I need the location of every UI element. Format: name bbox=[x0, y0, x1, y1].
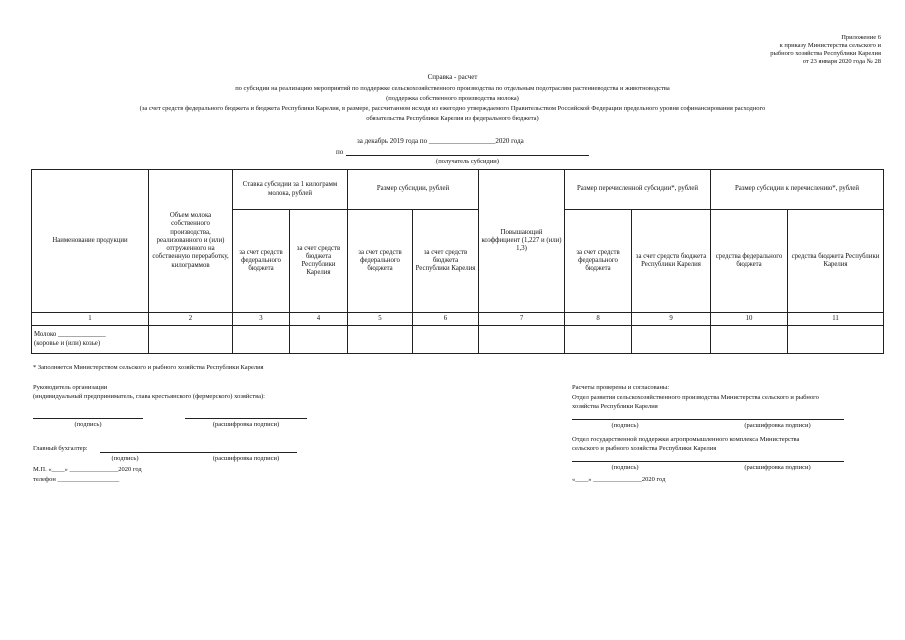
appendix-line: от 23 января 2020 года № 28 bbox=[802, 58, 881, 65]
signature-line bbox=[572, 461, 844, 462]
decode-caption: (расшифровка подписи) bbox=[212, 421, 280, 428]
row-label-line: (коровье и (или) козье) bbox=[34, 339, 101, 347]
signature-line bbox=[572, 419, 844, 420]
group-rate-header: Ставка субсидии за 1 килограмм молока, рублей bbox=[233, 170, 348, 210]
table-cell bbox=[413, 326, 479, 354]
col-coef-header: Повышающий коэффициент (1,227 и (или) 1,3) bbox=[479, 170, 565, 313]
decode-caption: (расшифровка подписи) bbox=[744, 464, 811, 471]
document-title: Справка - расчет bbox=[427, 73, 478, 81]
appendix-line: к приказу Министерства сельского и bbox=[779, 42, 881, 49]
signature-line bbox=[185, 418, 307, 419]
table-cell bbox=[290, 326, 348, 354]
sub-rk-header: за счет средств бюджета Республики Карелия bbox=[632, 210, 711, 313]
period-text: за декабрь 2019 года по ___________________2020 года bbox=[357, 137, 524, 145]
sign-caption: (подпись) bbox=[111, 455, 139, 462]
decode-caption: (расшифровка подписи) bbox=[212, 455, 280, 462]
table-row bbox=[32, 326, 884, 354]
header-line: (за счет средств федерального бюджета и бюджета Республики Карелия, в размере, рассчитанном исходя из ежегодно утверждаемого Правительством Российской Федерации предельного уровня софинансирования расходного bbox=[139, 105, 766, 112]
table-cell bbox=[711, 326, 788, 354]
header-line: (поддержка собственного производства молока) bbox=[386, 95, 519, 102]
right-date: «____» _______________2020 год bbox=[572, 476, 666, 483]
col-number: 11 bbox=[788, 313, 884, 326]
appendix-line: рыбного хозяйства Республики Карелия bbox=[770, 50, 881, 57]
decode-caption: (расшифровка подписи) bbox=[744, 422, 811, 429]
right-dept1: Отдел развития сельскохозяйственного производства Министерства сельского и рыбного bbox=[572, 394, 819, 401]
table-cell bbox=[565, 326, 632, 354]
col-number: 7 bbox=[479, 313, 565, 326]
table-cell bbox=[233, 326, 290, 354]
subsidy-table bbox=[31, 169, 884, 354]
right-dept2: Отдел государственной поддержки агропромышленного комплекса Министерства bbox=[572, 436, 800, 443]
sub-rk-header: за счет средств бюджета Республики Карелия bbox=[413, 210, 479, 313]
sub-fed-header: за счет средств федерального бюджета bbox=[233, 210, 290, 313]
recipient-line bbox=[346, 155, 589, 156]
header-line: обязательства Республики Карелия из федерального бюджета) bbox=[366, 115, 539, 122]
sign-caption: (подпись) bbox=[611, 422, 639, 429]
col-number: 5 bbox=[348, 313, 413, 326]
sign-caption: (подпись) bbox=[611, 464, 639, 471]
row-label-line: Молоко ______________ bbox=[34, 331, 106, 339]
col-number: 9 bbox=[632, 313, 711, 326]
sub-fed-header: за счет средств федерального бюджета bbox=[348, 210, 413, 313]
col-number: 2 bbox=[149, 313, 233, 326]
footnote: * Заполняется Министерством сельского и рыбного хозяйства Республики Карелия bbox=[33, 364, 264, 371]
table-cell bbox=[348, 326, 413, 354]
phone: телефон ___________________ bbox=[33, 476, 120, 483]
header-line: по субсидии на реализацию мероприятий по поддержке сельскохозяйственного производства по отдельным подотраслям растениеводства и животноводства bbox=[235, 85, 670, 92]
sign-caption: (подпись) bbox=[74, 421, 102, 428]
col-number: 4 bbox=[290, 313, 348, 326]
table-cell bbox=[632, 326, 711, 354]
col-number: 10 bbox=[711, 313, 788, 326]
signature-line bbox=[100, 452, 297, 453]
group-size-header: Размер субсидии, рублей bbox=[348, 170, 479, 210]
right-checked: Расчеты проверены и согласованы: bbox=[572, 384, 670, 391]
group-to-transfer-header: Размер субсидии к перечислению*, рублей bbox=[711, 170, 884, 210]
left-head2: (индивидуальный предприниматель, глава крестьянского (фермерского) хозяйства): bbox=[33, 393, 265, 400]
stamp-date: М.П. «____» _______________2020 год bbox=[33, 466, 142, 473]
recipient-caption: (получатель субсидии) bbox=[436, 158, 499, 165]
col-volume-header: Объем молока собственного производства, реализованного и (или) отгруженного на собственную переработку, килограммов bbox=[149, 170, 233, 313]
col-number: 8 bbox=[565, 313, 632, 326]
sub-fed2-header: средства федерального бюджета bbox=[711, 210, 788, 313]
col-product-header: Наименование продукции bbox=[32, 170, 149, 313]
col-number: 1 bbox=[32, 313, 149, 326]
left-head: Руководитель организации bbox=[33, 384, 108, 391]
appendix-block bbox=[681, 34, 881, 66]
table-cell bbox=[788, 326, 884, 354]
right-dept1b: хозяйства Республики Карелия bbox=[572, 403, 658, 410]
period-prefix: по bbox=[336, 148, 344, 156]
signature-line bbox=[33, 418, 143, 419]
appendix-line: Приложение 6 bbox=[841, 34, 881, 41]
group-transferred-header: Размер перечисленной субсидии*, рублей bbox=[565, 170, 711, 210]
table-cell bbox=[479, 326, 565, 354]
sub-rk2-header: средства бюджета Республики Карелия bbox=[788, 210, 884, 313]
right-dept2b: сельского и рыбного хозяйства Республики Карелия bbox=[572, 445, 717, 452]
sub-rk-header: за счет средств бюджета Республики Карелия bbox=[290, 210, 348, 313]
row-product-label bbox=[32, 326, 149, 354]
accountant-label: Главный бухгалтер: bbox=[33, 445, 88, 452]
sub-fed-header: за счет средств федерального бюджета bbox=[565, 210, 632, 313]
col-number: 3 bbox=[233, 313, 290, 326]
table-cell bbox=[149, 326, 233, 354]
col-number: 6 bbox=[413, 313, 479, 326]
